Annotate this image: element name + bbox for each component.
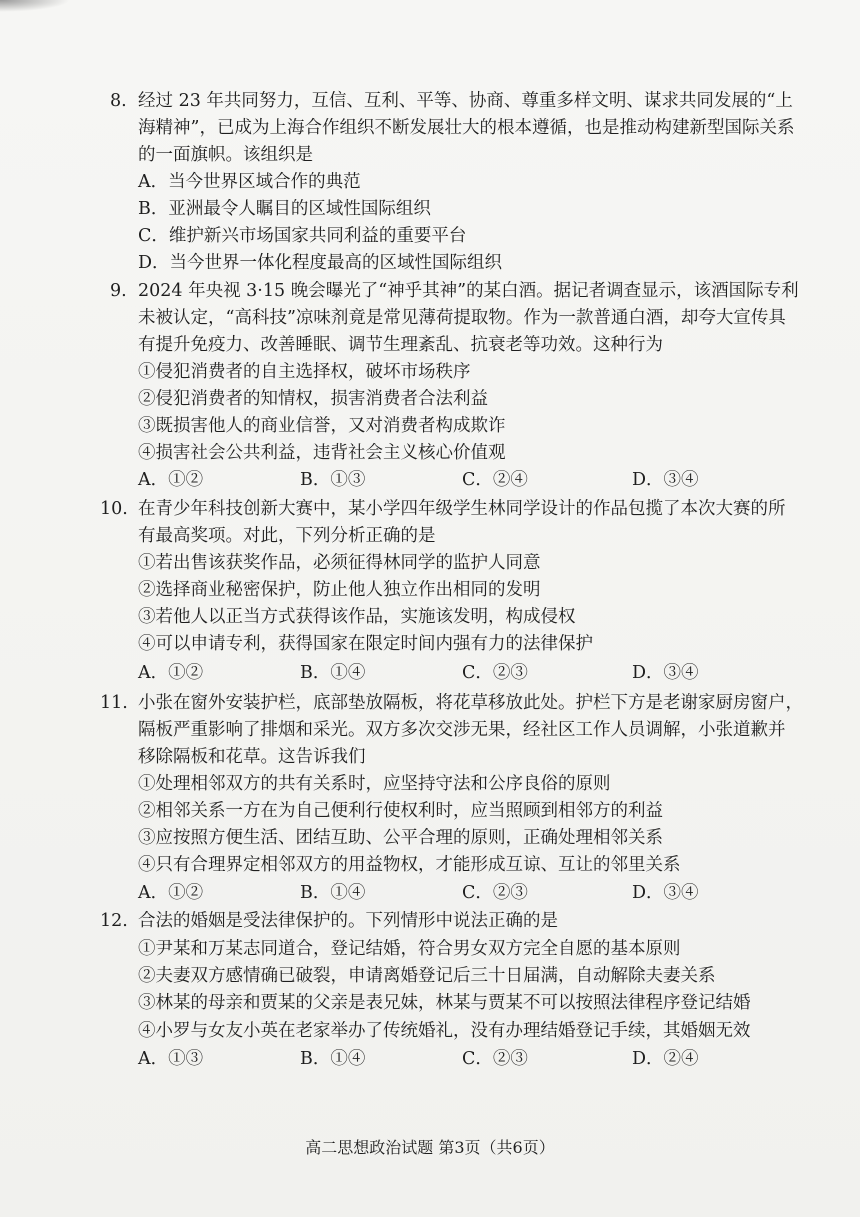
statement-2: ②侵犯消费者的知情权，损害消费者合法利益 [138, 389, 488, 409]
choice-b: B．①③ [300, 470, 366, 490]
choice-a: A．①② [138, 470, 204, 490]
choice-b: B．①④ [300, 663, 366, 683]
question-text-line: 的一面旗帜。该组织是 [138, 145, 313, 165]
question-text-line: 隔板严重影响了排烟和采光。双方多次交涉无果，经社区工作人员调解，小张道歉并 [138, 720, 786, 740]
statement-2: ②选择商业秘密保护，防止他人独立作出相同的发明 [138, 580, 541, 600]
statement-1: ①处理相邻双方的共有关系时，应坚持守法和公序良俗的原则 [138, 774, 611, 794]
choice-c: C．②③ [462, 883, 528, 903]
choice-a: A．①③ [138, 1049, 204, 1069]
choice-d: D．③④ [632, 663, 699, 683]
statement-1: ①侵犯消费者的自主选择权，破坏市场秩序 [138, 362, 471, 382]
choice-c: C．②③ [462, 663, 528, 683]
choice-c: C．②④ [462, 470, 528, 490]
question-number: 8. [110, 91, 127, 111]
choice-b: B．①④ [300, 883, 366, 903]
question-text-line: 合法的婚姻是受法律保护的。下列情形中说法正确的是 [138, 911, 558, 931]
question-text-line: 小张在窗外安装护栏，底部垫放隔板，将花草移放此处。护栏下方是老谢家厨房窗户， [138, 693, 803, 713]
statement-3: ③应按照方便生活、团结互助、公平合理的原则，正确处理相邻关系 [138, 828, 663, 848]
statement-4: ④可以申请专利，获得国家在限定时间内强有力的法律保护 [138, 634, 593, 654]
statement-4: ④损害社会公共利益，违背社会主义核心价值观 [138, 443, 506, 463]
choice-d: D．②④ [632, 1049, 699, 1069]
question-text-line: 有提升免疫力、改善睡眠、调节生理紊乱、抗衰老等功效。这种行为 [138, 335, 663, 355]
choice-a: A．①② [138, 663, 204, 683]
question-text-line: 海精神”，已成为上海合作组织不断发展壮大的根本遵循，也是推动构建新型国际关系 [138, 118, 795, 138]
choice-d: D．③④ [632, 883, 699, 903]
question-text-line: 未被认定，“高科技”凉味剂竟是常见薄荷提取物。作为一款普通白酒，却夸大宣传具 [138, 308, 786, 328]
option-d: D．当今世界一体化程度最高的区域性国际组织 [138, 253, 503, 273]
question-text-line: 在青少年科技创新大赛中，某小学四年级学生林同学设计的作品包揽了本次大赛的所 [138, 499, 786, 519]
question-number: 9. [110, 281, 127, 301]
choice-c: C．②③ [462, 1049, 528, 1069]
choice-d: D．③④ [632, 470, 699, 490]
choice-b: B．①④ [300, 1049, 366, 1069]
statement-1: ①若出售该获奖作品，必须征得林同学的监护人同意 [138, 553, 541, 573]
statement-3: ③林某的母亲和贾某的父亲是表兄妹，林某与贾某不可以按照法律程序登记结婚 [138, 993, 751, 1013]
question-text-line: 移除隔板和花草。这告诉我们 [138, 747, 366, 767]
statement-2: ②夫妻双方感情确已破裂，申请离婚登记后三十日届满，自动解除夫妻关系 [138, 966, 716, 986]
statement-4: ④只有合理界定相邻双方的用益物权，才能形成互谅、互让的邻里关系 [138, 855, 681, 875]
question-text-line: 经过 23 年共同努力，互信、互利、平等、协商、尊重多样文明、谋求共同发展的“上 [138, 91, 793, 111]
option-b: B．亚洲最令人瞩目的区域性国际组织 [138, 199, 431, 219]
question-text-line: 2024 年央视 3·15 晚会曝光了“神乎其神”的某白酒。据记者调查显示，该酒国际专利 [138, 281, 799, 301]
question-text-line: 有最高奖项。对此，下列分析正确的是 [138, 526, 436, 546]
question-number: 10. [100, 499, 128, 519]
question-number: 12. [100, 911, 128, 931]
statement-3: ③若他人以正当方式获得该作品，实施该发明，构成侵权 [138, 607, 576, 627]
statement-2: ②相邻关系一方在为自己便利行使权利时，应当照顾到相邻方的利益 [138, 801, 663, 821]
scan-shadow [0, 0, 70, 12]
page-footer: 高二思想政治试题 第3页（共6页） [305, 1138, 555, 1157]
choice-a: A．①② [138, 883, 204, 903]
option-c: C．维护新兴市场国家共同利益的重要平台 [138, 226, 467, 246]
statement-3: ③既损害他人的商业信誉，又对消费者构成欺诈 [138, 416, 506, 436]
statement-1: ①尹某和万某志同道合，登记结婚，符合男女双方完全自愿的基本原则 [138, 939, 681, 959]
statement-4: ④小罗与女友小英在老家举办了传统婚礼，没有办理结婚登记手续，其婚姻无效 [138, 1021, 751, 1041]
option-a: A．当今世界区域合作的典范 [138, 172, 361, 192]
question-number: 11. [100, 693, 128, 713]
